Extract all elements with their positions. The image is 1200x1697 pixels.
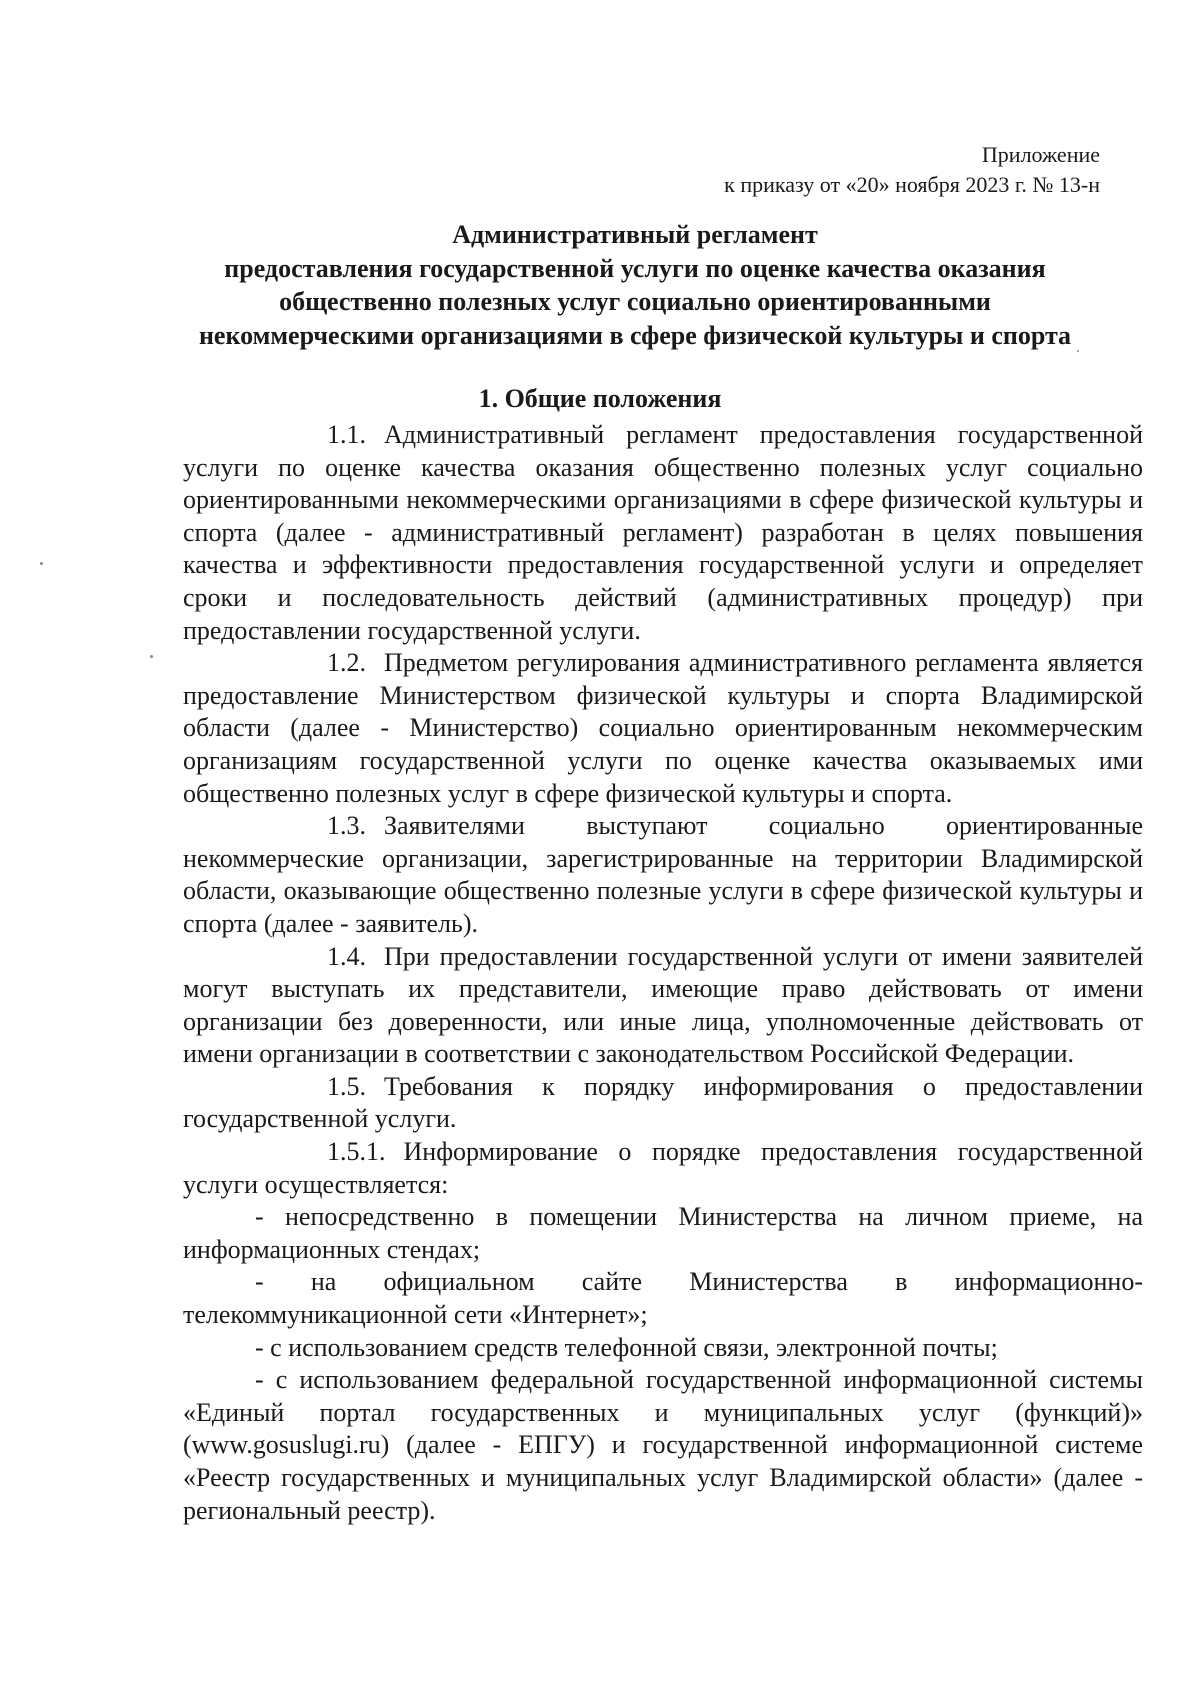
title-line-1: Административный регламент <box>452 220 818 249</box>
paragraph-number: 1.3. <box>327 811 366 841</box>
paragraph-number: 1.4. <box>327 941 366 971</box>
paragraph-text: Предметом регулирования административного регламента является предоставление Министерством физической культуры и спорта Владимирской области (далее - Министерство) социально ориентированным некоммерческим организациям государственной услуги по оценке качества оказываемых ими общественно полезных услуг в сфере физической культуры и спорта. <box>183 648 1143 808</box>
paragraph-text: Заявителями выступают социально ориентированные некоммерческие организации, зарегистрированные на территории Владимирской области, оказывающие общественно полезные услуги в сфере физической культуры и спорта (далее - заявитель). <box>183 811 1143 938</box>
paragraph-1-1 <box>183 419 1143 647</box>
annex-label: Приложение <box>981 142 1100 167</box>
list-item: - на официальном сайте Министерства в информационно-телекоммуникационной сети «Интернет»; <box>183 1267 1143 1330</box>
paragraph-text: Требования к порядку информирования о предоставлении государственной услуги. <box>183 1071 1143 1134</box>
title-line-2: предоставления государственной услуги по оценке качества оказания <box>224 253 1046 283</box>
section-heading: 1. Общие положения <box>478 384 722 413</box>
paragraph-number: 1.5.1. <box>327 1137 386 1167</box>
list-item: - непосредственно в помещении Министерства на личном приеме, на информационных стендах; <box>183 1202 1143 1264</box>
paragraph-1-5 <box>183 1071 1143 1136</box>
annex-header <box>724 140 1100 200</box>
paragraph-1-5-1 <box>183 1136 1143 1201</box>
paragraph-1-2 <box>183 647 1143 810</box>
paragraph-1-3 <box>183 810 1143 940</box>
annex-order-reference: к приказу от «20» ноября 2023 г. № 13-н <box>724 172 1100 197</box>
document-title <box>150 218 1120 352</box>
title-line-4: некоммерческими организациями в сфере физической культуры и спорта <box>198 320 1072 350</box>
paragraph-number: 1.5. <box>327 1071 366 1101</box>
scan-speck <box>150 655 153 658</box>
paragraph-text: При предоставлении государственной услуги от имени заявителей могут выступать их представители, имеющие право действовать от имени организации без доверенности, или иные лица, уполномоченные действовать от имени организации в соответствии с законодательством Российской Федерации. <box>183 941 1143 1069</box>
paragraph-1-4 <box>183 941 1143 1071</box>
scan-speck <box>1077 350 1079 352</box>
paragraph-text: Административный регламент предоставления государственной услуги по оценке качества оказания общественно полезных услуг социально ориентированными некоммерческими организациями в сфере физической культуры и спорта (далее - административный регламент) разработан в целях повышения качества и эффективности предоставления государственной услуги и определяет сроки и последовательность действий (административных процедур) при предоставлении государственной услуги. <box>183 420 1143 645</box>
scan-speck <box>40 562 43 565</box>
title-line-3: общественно полезных услуг социально ориентированными <box>279 287 991 316</box>
document-body <box>183 419 1143 1527</box>
paragraph-text: Информирование о порядке предоставления государственной услуги осуществляется: <box>183 1137 1143 1199</box>
list-item: - с использованием средств телефонной связи, электронной почты; <box>255 1332 998 1362</box>
list-item: - с использованием федеральной государственной информационной системы «Единый портал государственных и муниципальных услуг (функций)» (www.gosuslugi.ru) (далее - ЕПГУ) и государственной информационной системе «Реестр государственных и муниципальных услуг Владимирской области» (далее - региональный реестр). <box>183 1365 1143 1525</box>
paragraph-number: 1.1. <box>327 420 366 449</box>
paragraph-number: 1.2. <box>327 648 366 678</box>
